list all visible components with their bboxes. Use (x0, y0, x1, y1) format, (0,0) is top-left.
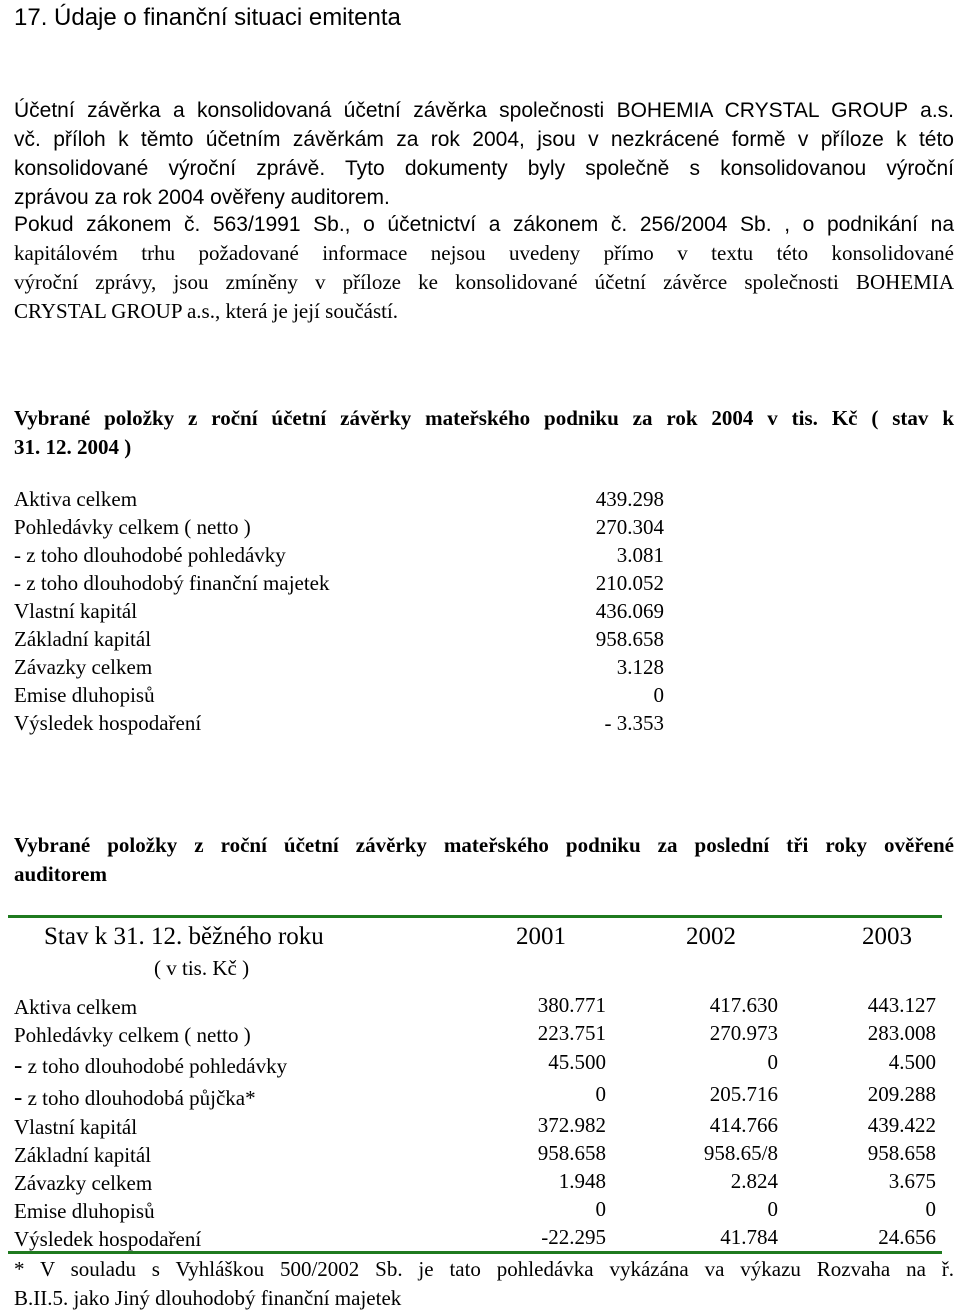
table-row (14, 1082, 936, 1114)
value-2001: -22.295 (541, 1225, 606, 1249)
row-label-text: Základní kapitál (14, 1143, 152, 1167)
row-label: Závazky celkem (14, 655, 153, 679)
value-2002: 0 (767, 1050, 778, 1074)
value-2003: 439.422 (867, 1113, 936, 1137)
table-row (14, 571, 664, 599)
row-label: Výsledek hospodaření (14, 711, 202, 735)
table-row (14, 487, 664, 515)
legal-paragraph (14, 210, 954, 326)
footnote-line: B.II.5. jako Jiný dlouhodobý finanční majetek (14, 1286, 402, 1310)
footnote (14, 1255, 954, 1313)
table-row (14, 1021, 936, 1049)
value-2001: 45.500 (548, 1050, 606, 1074)
table-row (14, 711, 664, 739)
table-row (14, 515, 664, 543)
table-header-label: Stav k 31. 12. běžného roku (44, 923, 324, 950)
row-label (14, 1225, 201, 1253)
value-2003: 4.500 (888, 1050, 936, 1074)
row-label-text: Závazky celkem (14, 1171, 153, 1195)
table-row (14, 993, 936, 1021)
intro-line: konsolidované výroční zprávě. Tyto dokumenty byly společně s konsolidovanou výroční (14, 157, 954, 180)
table-row (14, 655, 664, 683)
value-2003: 3.675 (888, 1169, 936, 1193)
row-label-text: Výsledek hospodaření (14, 1227, 202, 1251)
row-label-text: z toho dlouhodobé pohledávky (22, 1054, 288, 1078)
row-label (14, 1197, 155, 1225)
value-2002: 417.630 (709, 993, 778, 1017)
value-2001: 372.982 (537, 1113, 606, 1137)
row-value: 3.128 (616, 655, 664, 679)
row-label-text: Aktiva celkem (14, 995, 138, 1019)
row-dash: - (14, 1084, 23, 1111)
value-2003: 958.658 (867, 1141, 936, 1165)
row-value: 210.052 (595, 571, 664, 595)
row-label (14, 1169, 152, 1197)
table-bottom-rule (8, 1251, 942, 1254)
value-2001: 958.658 (537, 1141, 606, 1165)
table-row (14, 1197, 936, 1225)
row-label: - z toho dlouhodobé pohledávky (14, 543, 286, 567)
value-2002: 0 (767, 1197, 778, 1221)
intro-paragraph (14, 96, 954, 212)
table-row (14, 1225, 936, 1253)
row-label: Základní kapitál (14, 627, 152, 651)
value-2002: 41.784 (720, 1225, 778, 1249)
table-row (14, 543, 664, 571)
row-value: 0 (653, 683, 664, 707)
year-header: 2001 (516, 923, 566, 950)
section2-title-line: Vybrané položky z roční účetní závěrky mateřského podniku za poslední tři roky ověřené (14, 833, 954, 857)
value-2002: 2.824 (730, 1169, 778, 1193)
value-2002: 270.973 (709, 1021, 778, 1045)
legal-line: CRYSTAL GROUP a.s., která je její součástí. (14, 299, 399, 323)
table-row (14, 1169, 936, 1197)
row-value: 270.304 (595, 515, 664, 539)
value-2002: 414.766 (709, 1113, 778, 1137)
table-row (14, 1141, 936, 1169)
year-header: 2003 (862, 923, 912, 950)
value-2001: 1.948 (558, 1169, 606, 1193)
table-row (14, 627, 664, 655)
section2-title-line: auditorem (14, 862, 107, 886)
table-row (14, 1050, 936, 1082)
value-2003: 443.127 (867, 993, 936, 1017)
row-value: - 3.353 (604, 711, 664, 735)
value-2003: 24.656 (878, 1225, 936, 1249)
row-value: 439.298 (595, 487, 664, 511)
row-label (14, 1021, 251, 1049)
value-2001: 0 (595, 1197, 606, 1221)
intro-line: vč. příloh k těmto účetním závěrkám za rok 2004, jsou v nezkrácené formě v příloze k této (14, 128, 954, 151)
row-label: Pohledávky celkem ( netto ) (14, 515, 251, 539)
intro-line: zprávou za rok 2004 ověřeny auditorem. (14, 186, 390, 209)
value-2002: 958.65/8 (703, 1141, 778, 1165)
section1-title-line: 31. 12. 2004 ) (14, 435, 132, 459)
row-label-text: Pohledávky celkem ( netto ) (14, 1023, 251, 1047)
value-2001: 380.771 (537, 993, 606, 1017)
row-label (14, 993, 137, 1021)
row-value: 3.081 (616, 543, 664, 567)
row-label (14, 1084, 256, 1112)
row-value: 958.658 (595, 627, 664, 651)
table-row (14, 599, 664, 627)
table-header-unit: ( v tis. Kč ) (154, 956, 250, 980)
row-label: Vlastní kapitál (14, 599, 138, 623)
value-2002: 205.716 (709, 1082, 778, 1106)
year-header: 2002 (686, 923, 736, 950)
table-top-rule (8, 915, 942, 918)
row-label (14, 1052, 287, 1080)
row-label-text: z toho dlouhodobá půjčka* (22, 1086, 256, 1110)
row-label-text: Emise dluhopisů (14, 1199, 155, 1223)
intro-line: Účetní závěrka a konsolidovaná účetní závěrka společnosti BOHEMIA CRYSTAL GROUP a.s. (14, 99, 954, 122)
value-2003: 209.288 (867, 1082, 936, 1106)
value-2003: 283.008 (867, 1021, 936, 1045)
value-2001: 0 (595, 1082, 606, 1106)
row-label: Aktiva celkem (14, 487, 138, 511)
legal-line: výroční zprávy, jsou zmíněny v příloze ke konsolidované účetní závěrce společnosti BOHEMIA (14, 270, 954, 294)
row-label (14, 1113, 137, 1141)
row-label-text: Vlastní kapitál (14, 1115, 138, 1139)
row-value: 436.069 (595, 599, 664, 623)
section1-title (14, 404, 954, 462)
row-label: Emise dluhopisů (14, 683, 155, 707)
row-label: - z toho dlouhodobý finanční majetek (14, 571, 330, 595)
table-row (14, 1113, 936, 1141)
row-label (14, 1141, 151, 1169)
section1-title-line: Vybrané položky z roční účetní závěrky mateřského podniku za rok 2004 v tis. Kč ( stav k (14, 406, 954, 430)
section2-title (14, 831, 954, 889)
footnote-line: * V souladu s Vyhláškou 500/2002 Sb. je tato pohledávka vykázána va výkazu Rozvaha na ř. (14, 1257, 954, 1281)
legal-line: kapitálovém trhu požadované informace nejsou uvedeny přímo v textu této konsolidované (14, 241, 954, 265)
value-2001: 223.751 (537, 1021, 606, 1045)
legal-line: Pokud zákonem č. 563/1991 Sb., o účetnictví a zákonem č. 256/2004 Sb. , o podnikání na (14, 213, 954, 236)
table-row (14, 683, 664, 711)
row-dash: - (14, 1052, 23, 1079)
value-2003: 0 (925, 1197, 936, 1221)
page-title: 17. Údaje o finanční situaci emitenta (14, 4, 401, 31)
